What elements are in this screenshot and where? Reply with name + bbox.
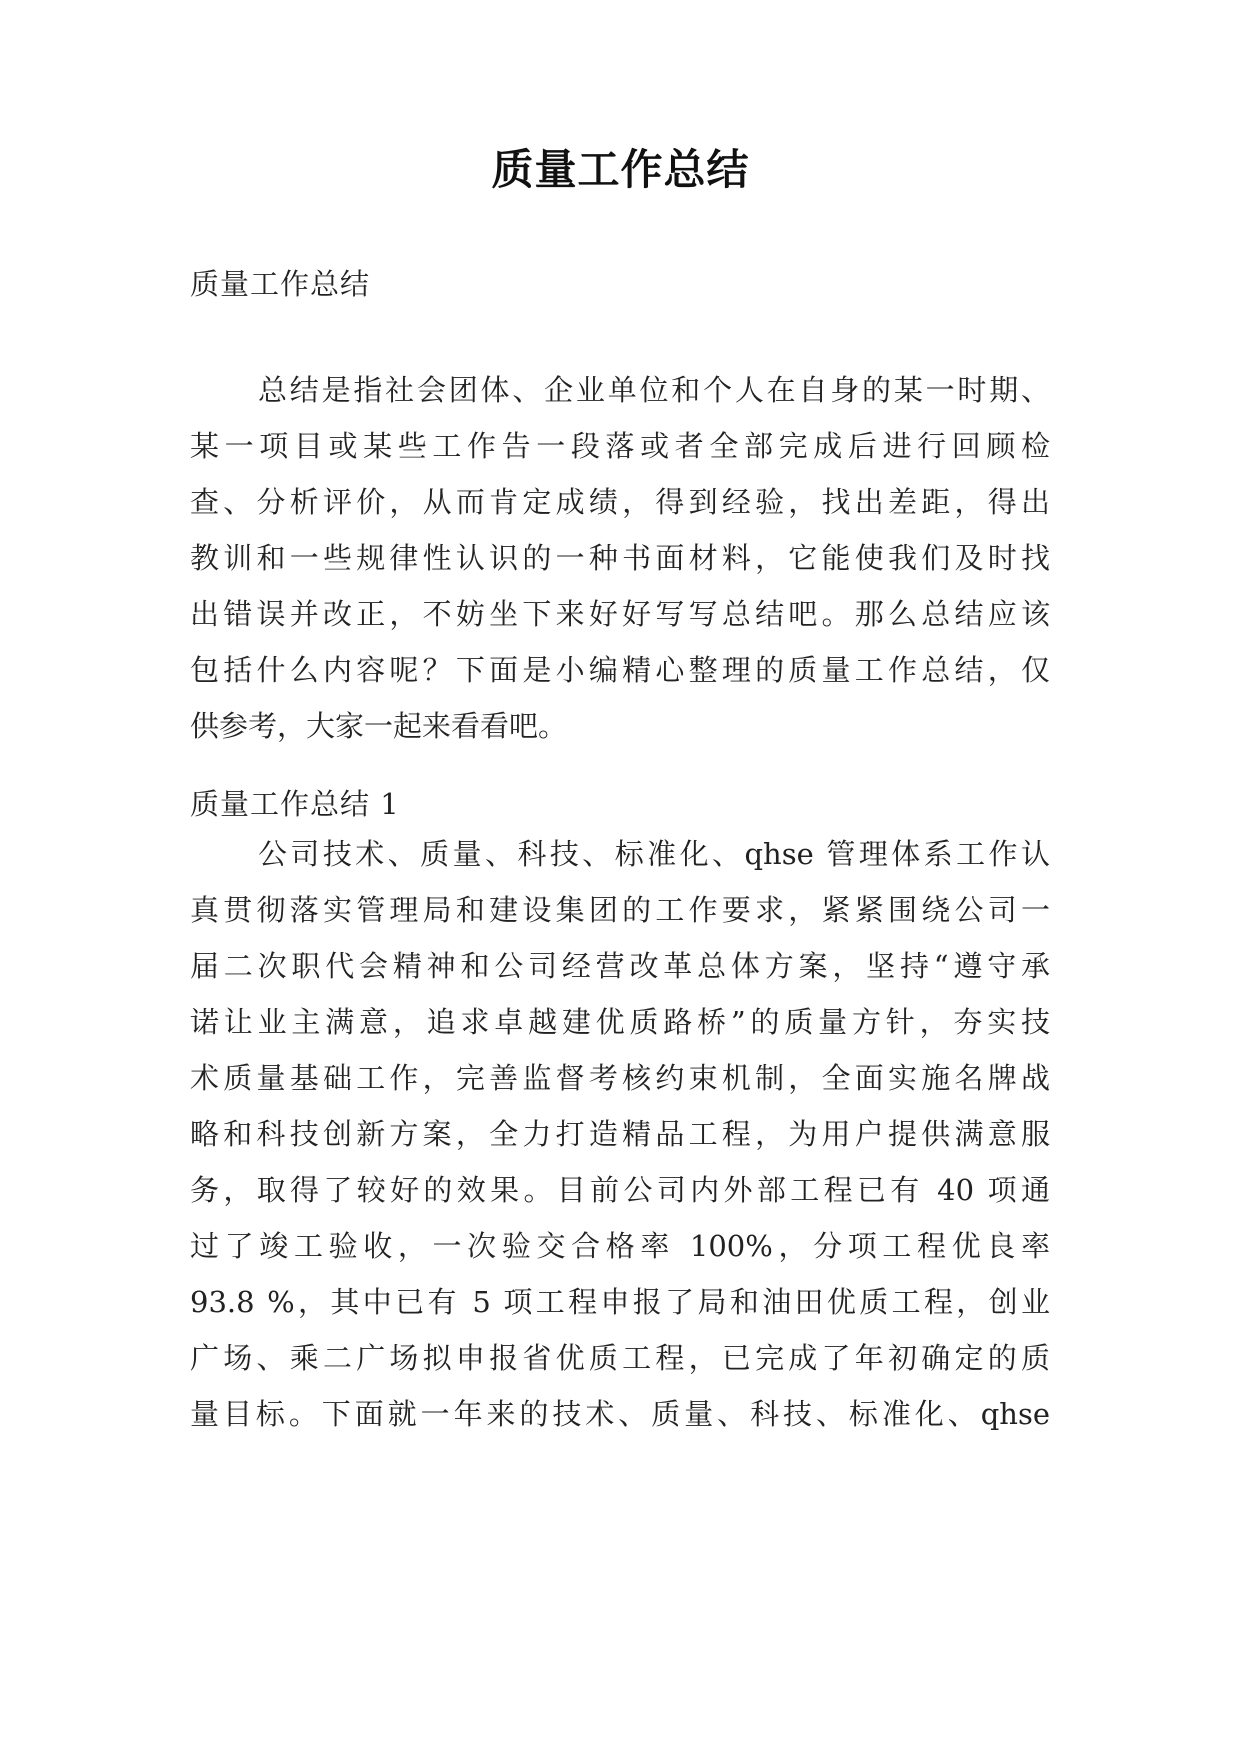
paragraph-line: 术质量基础工作，完善监督考核约束机制，全面实施名牌战: [190, 1061, 1050, 1095]
paragraph-line: 公司技术、质量、科技、标准化、qhse 管理体系工作认: [258, 837, 1050, 871]
paragraph-line: 总结是指社会团体、企业单位和个人在自身的某一时期、: [258, 373, 1050, 407]
paragraph-line: 教训和一些规律性认识的一种书面材料，它能使我们及时找: [190, 541, 1050, 575]
document-title: 质量工作总结: [491, 145, 750, 194]
paragraph-line: 务，取得了较好的效果。目前公司内外部工程已有 40 项通: [190, 1173, 1050, 1207]
paragraph-line: 广场、乘二广场拟申报省优质工程，已完成了年初确定的质: [190, 1341, 1050, 1375]
paragraph-line: 93.8 %，其中已有 5 项工程申报了局和油田优质工程，创业: [190, 1285, 1050, 1319]
paragraph-line: 诺让业主满意，追求卓越建优质路桥”的质量方针，夯实技: [190, 1005, 1050, 1039]
paragraph-line: 量目标。下面就一年来的技术、质量、科技、标准化、qhse: [190, 1397, 1050, 1431]
intro-paragraph: [190, 362, 1050, 754]
paragraph-line: 某一项目或某些工作告一段落或者全部完成后进行回顾检: [190, 429, 1050, 463]
section-paragraph: [190, 826, 1050, 1442]
paragraph-line: 真贯彻落实管理局和建设集团的工作要求，紧紧围绕公司一: [190, 893, 1050, 927]
document-subtitle: 质量工作总结: [190, 267, 371, 301]
paragraph-line: 出错误并改正，不妨坐下来好好写写总结吧。那么总结应该: [190, 597, 1050, 631]
section-heading: 质量工作总结 1: [190, 787, 400, 821]
paragraph-line: 包括什么内容呢？下面是小编精心整理的质量工作总结，仅: [190, 653, 1050, 687]
paragraph-line: 届二次职代会精神和公司经营改革总体方案，坚持“遵守承: [190, 949, 1050, 983]
paragraph-line: 过了竣工验收，一次验交合格率 100%，分项工程优良率: [190, 1229, 1050, 1263]
paragraph-line: 略和科技创新方案，全力打造精品工程，为用户提供满意服: [190, 1117, 1050, 1151]
paragraph-line: 查、分析评价，从而肯定成绩，得到经验，找出差距，得出: [190, 485, 1050, 519]
paragraph-line: 供参考，大家一起来看看吧。: [190, 709, 568, 743]
